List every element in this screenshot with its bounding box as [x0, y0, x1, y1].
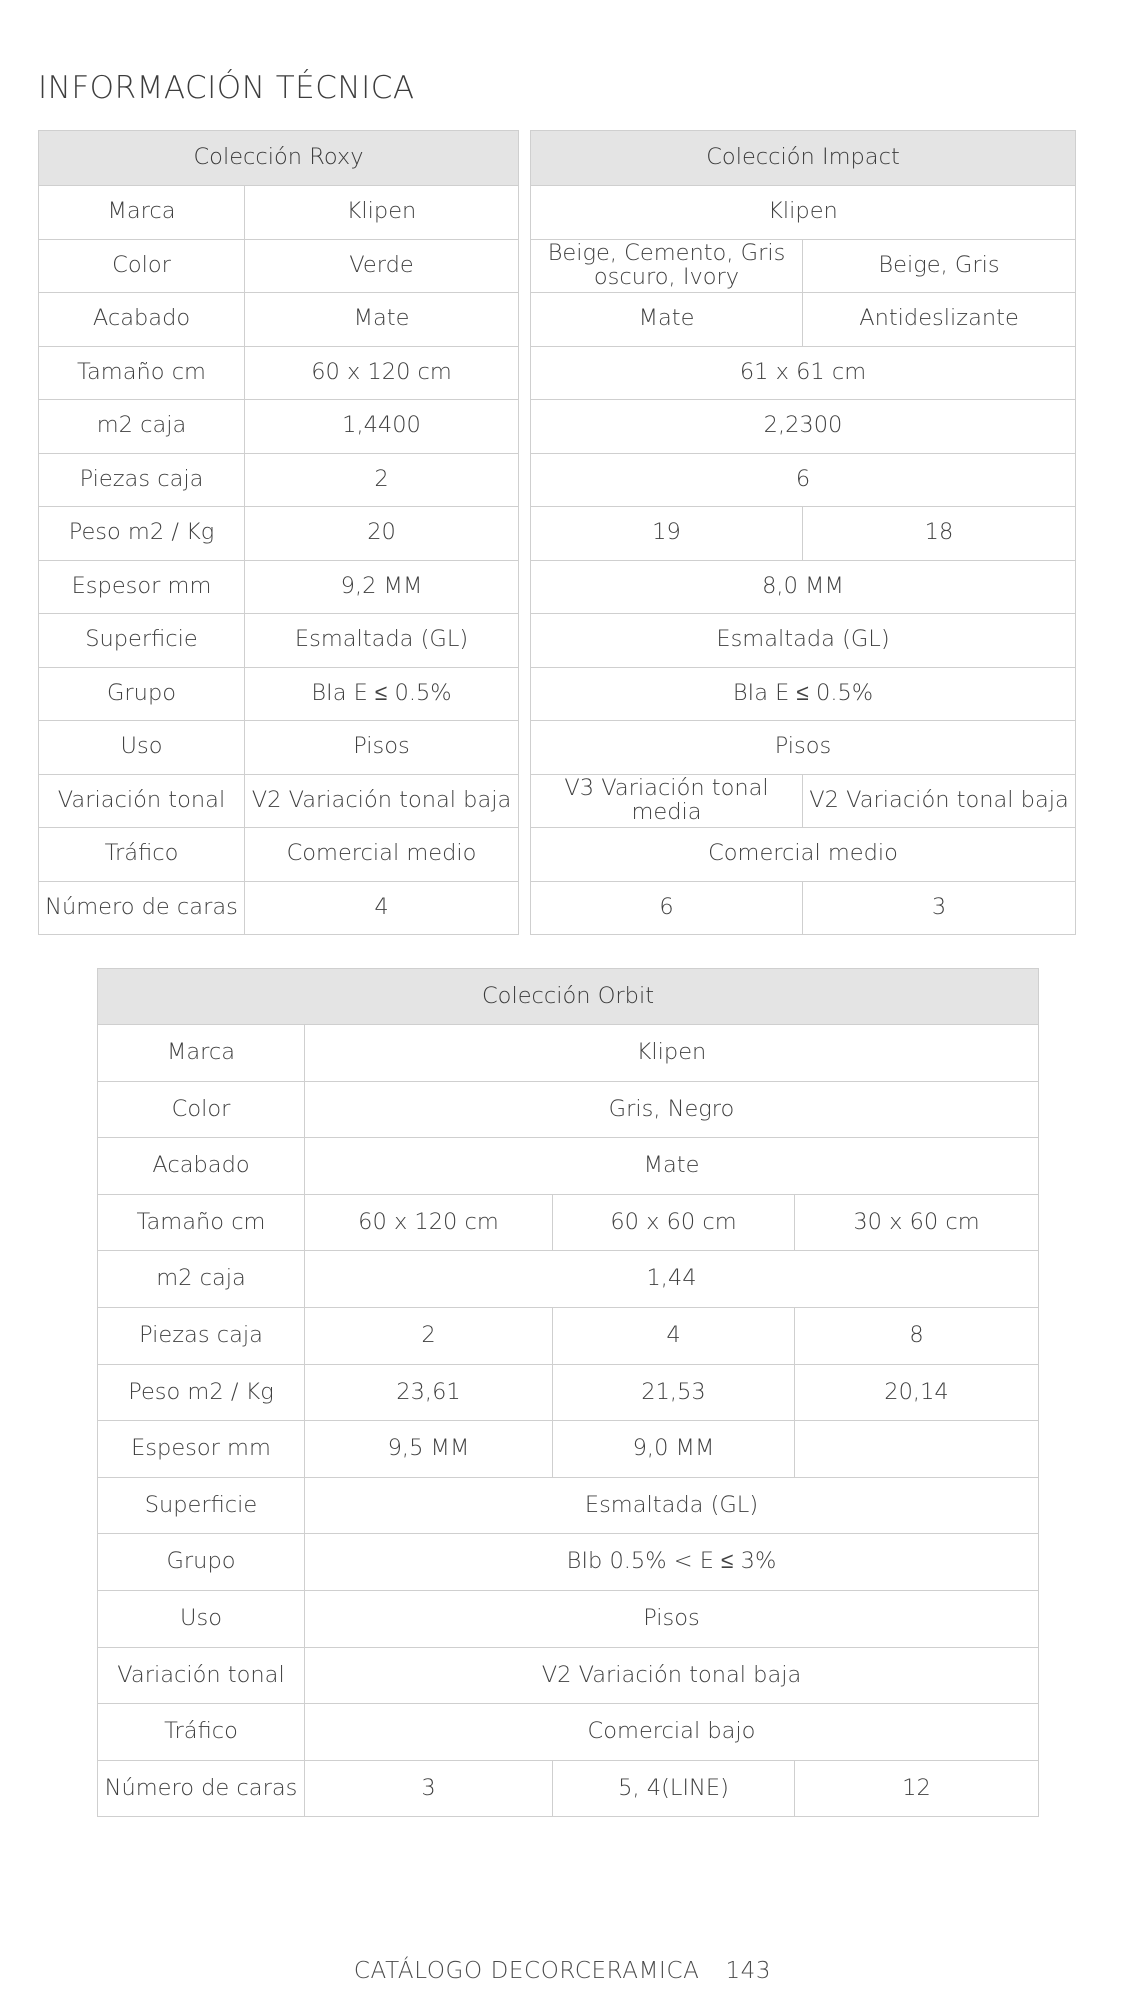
- orbit-header: Colección Orbit: [98, 969, 1039, 1025]
- orbit-color: Gris, Negro: [305, 1081, 1039, 1138]
- table-row: [531, 239, 1076, 293]
- table-row: [98, 1477, 1039, 1534]
- table-row: [531, 507, 1076, 561]
- table-row: [531, 667, 1076, 721]
- orbit-caras-2: 5, 4(LINE): [553, 1760, 795, 1817]
- table-row: [39, 828, 519, 882]
- row-value: Verde: [245, 239, 519, 293]
- row-label: Superficie: [39, 614, 245, 668]
- row-label: Superficie: [98, 1477, 305, 1534]
- table-row: [531, 186, 1076, 240]
- orbit-caras-3: 12: [795, 1760, 1039, 1817]
- row-label: Piezas caja: [39, 453, 245, 507]
- table-row: [39, 667, 519, 721]
- orbit-tamano-1: 60 x 120 cm: [305, 1194, 553, 1251]
- row-label: Color: [39, 239, 245, 293]
- row-label: Grupo: [98, 1534, 305, 1591]
- orbit-tamano-2: 60 x 60 cm: [553, 1194, 795, 1251]
- table-row: [39, 186, 519, 240]
- orbit-piezas-2: 4: [553, 1307, 795, 1364]
- orbit-m2-caja: 1,44: [305, 1251, 1039, 1308]
- orbit-trafico: Comercial bajo: [305, 1704, 1039, 1761]
- table-row: [39, 293, 519, 347]
- row-label: Acabado: [39, 293, 245, 347]
- row-label: Tamaño cm: [98, 1194, 305, 1251]
- table-row: [531, 400, 1076, 454]
- orbit-peso-3: 20,14: [795, 1364, 1039, 1421]
- table-row: [98, 1704, 1039, 1761]
- impact-superficie: Esmaltada (GL): [531, 614, 1076, 668]
- orbit-espesor-2: 9,0 MM: [553, 1421, 795, 1478]
- table-row: [39, 881, 519, 935]
- orbit-spec-table: [97, 968, 1039, 1817]
- table-row: [531, 346, 1076, 400]
- row-label: Uso: [98, 1590, 305, 1647]
- table-row: [531, 560, 1076, 614]
- impact-peso-2: 18: [803, 507, 1076, 561]
- row-label: Variación tonal: [98, 1647, 305, 1704]
- table-row: [39, 346, 519, 400]
- orbit-marca: Klipen: [305, 1025, 1039, 1082]
- table-row: [39, 239, 519, 293]
- table-row: [39, 774, 519, 828]
- page-title: INFORMACIÓN TÉCNICA: [38, 70, 415, 106]
- row-label: Marca: [39, 186, 245, 240]
- row-label: Uso: [39, 721, 245, 775]
- impact-spec-table: [530, 130, 1076, 935]
- impact-color-1: Beige, Cemento, Gris oscuro, Ivory: [531, 239, 803, 293]
- page-footer: [0, 1958, 1125, 1984]
- row-label: Color: [98, 1081, 305, 1138]
- table-row: [98, 1760, 1039, 1817]
- row-label: Piezas caja: [98, 1307, 305, 1364]
- table-row: [98, 1307, 1039, 1364]
- row-label: Acabado: [98, 1138, 305, 1195]
- orbit-acabado: Mate: [305, 1138, 1039, 1195]
- table-row: [531, 774, 1076, 828]
- table-row: [98, 1590, 1039, 1647]
- impact-espesor: 8,0 MM: [531, 560, 1076, 614]
- impact-uso: Pisos: [531, 721, 1076, 775]
- table-row: [39, 721, 519, 775]
- table-row: [531, 614, 1076, 668]
- roxy-spec-table: [38, 130, 519, 935]
- row-label: Tráfico: [39, 828, 245, 882]
- row-label: Espesor mm: [39, 560, 245, 614]
- row-value: 2: [245, 453, 519, 507]
- orbit-piezas-1: 2: [305, 1307, 553, 1364]
- row-label: m2 caja: [39, 400, 245, 454]
- orbit-variacion: V2 Variación tonal baja: [305, 1647, 1039, 1704]
- table-row: [531, 721, 1076, 775]
- row-label: Número de caras: [98, 1760, 305, 1817]
- row-label: Tamaño cm: [39, 346, 245, 400]
- orbit-piezas-3: 8: [795, 1307, 1039, 1364]
- table-row: [98, 1194, 1039, 1251]
- impact-marca: Klipen: [531, 186, 1076, 240]
- orbit-caras-1: 3: [305, 1760, 553, 1817]
- row-value: Mate: [245, 293, 519, 347]
- impact-piezas-caja: 6: [531, 453, 1076, 507]
- orbit-peso-2: 21,53: [553, 1364, 795, 1421]
- table-row: [39, 400, 519, 454]
- orbit-superficie: Esmaltada (GL): [305, 1477, 1039, 1534]
- impact-color-2: Beige, Gris: [803, 239, 1076, 293]
- impact-m2-caja: 2,2300: [531, 400, 1076, 454]
- orbit-grupo: BIb 0.5% < E ≤ 3%: [305, 1534, 1039, 1591]
- row-value: V2 Variación tonal baja: [245, 774, 519, 828]
- impact-header: Colección Impact: [531, 131, 1076, 186]
- row-value: 60 x 120 cm: [245, 346, 519, 400]
- table-row: [39, 453, 519, 507]
- orbit-uso: Pisos: [305, 1590, 1039, 1647]
- row-value: 20: [245, 507, 519, 561]
- impact-peso-1: 19: [531, 507, 803, 561]
- table-row: [39, 614, 519, 668]
- page-number: 143: [725, 1958, 772, 1984]
- table-row: [98, 1025, 1039, 1082]
- impact-caras-1: 6: [531, 881, 803, 935]
- row-value: 4: [245, 881, 519, 935]
- table-row: [98, 1421, 1039, 1478]
- table-row: [98, 1251, 1039, 1308]
- table-row: [98, 1534, 1039, 1591]
- table-row: [531, 828, 1076, 882]
- table-row: [98, 1081, 1039, 1138]
- orbit-tamano-3: 30 x 60 cm: [795, 1194, 1039, 1251]
- orbit-espesor-1: 9,5 MM: [305, 1421, 553, 1478]
- table-row: [39, 507, 519, 561]
- impact-grupo: BIa E ≤ 0.5%: [531, 667, 1076, 721]
- impact-variacion-1: V3 Variación tonal media: [531, 774, 803, 828]
- impact-variacion-2: V2 Variación tonal baja: [803, 774, 1076, 828]
- impact-acabado-1: Mate: [531, 293, 803, 347]
- row-label: Peso m2 / Kg: [39, 507, 245, 561]
- impact-trafico: Comercial medio: [531, 828, 1076, 882]
- row-label: Número de caras: [39, 881, 245, 935]
- row-label: Variación tonal: [39, 774, 245, 828]
- impact-caras-2: 3: [803, 881, 1076, 935]
- footer-catalog-name: CATÁLOGO DECORCERAMICA: [353, 1958, 700, 1984]
- impact-acabado-2: Antideslizante: [803, 293, 1076, 347]
- row-value: Esmaltada (GL): [245, 614, 519, 668]
- table-row: [531, 453, 1076, 507]
- table-row: [98, 1138, 1039, 1195]
- impact-tamano: 61 x 61 cm: [531, 346, 1076, 400]
- table-row: [39, 560, 519, 614]
- row-label: Tráfico: [98, 1704, 305, 1761]
- row-value: 1,4400: [245, 400, 519, 454]
- row-label: m2 caja: [98, 1251, 305, 1308]
- orbit-espesor-3: [795, 1421, 1039, 1478]
- table-row: [98, 1364, 1039, 1421]
- row-value: Klipen: [245, 186, 519, 240]
- row-value: Comercial medio: [245, 828, 519, 882]
- row-label: Marca: [98, 1025, 305, 1082]
- row-value: Pisos: [245, 721, 519, 775]
- table-row: [531, 293, 1076, 347]
- row-label: Peso m2 / Kg: [98, 1364, 305, 1421]
- row-value: BIa E ≤ 0.5%: [245, 667, 519, 721]
- orbit-peso-1: 23,61: [305, 1364, 553, 1421]
- table-row: [531, 881, 1076, 935]
- roxy-header: Colección Roxy: [39, 131, 519, 186]
- row-label: Espesor mm: [98, 1421, 305, 1478]
- row-value: 9,2 MM: [245, 560, 519, 614]
- row-label: Grupo: [39, 667, 245, 721]
- table-row: [98, 1647, 1039, 1704]
